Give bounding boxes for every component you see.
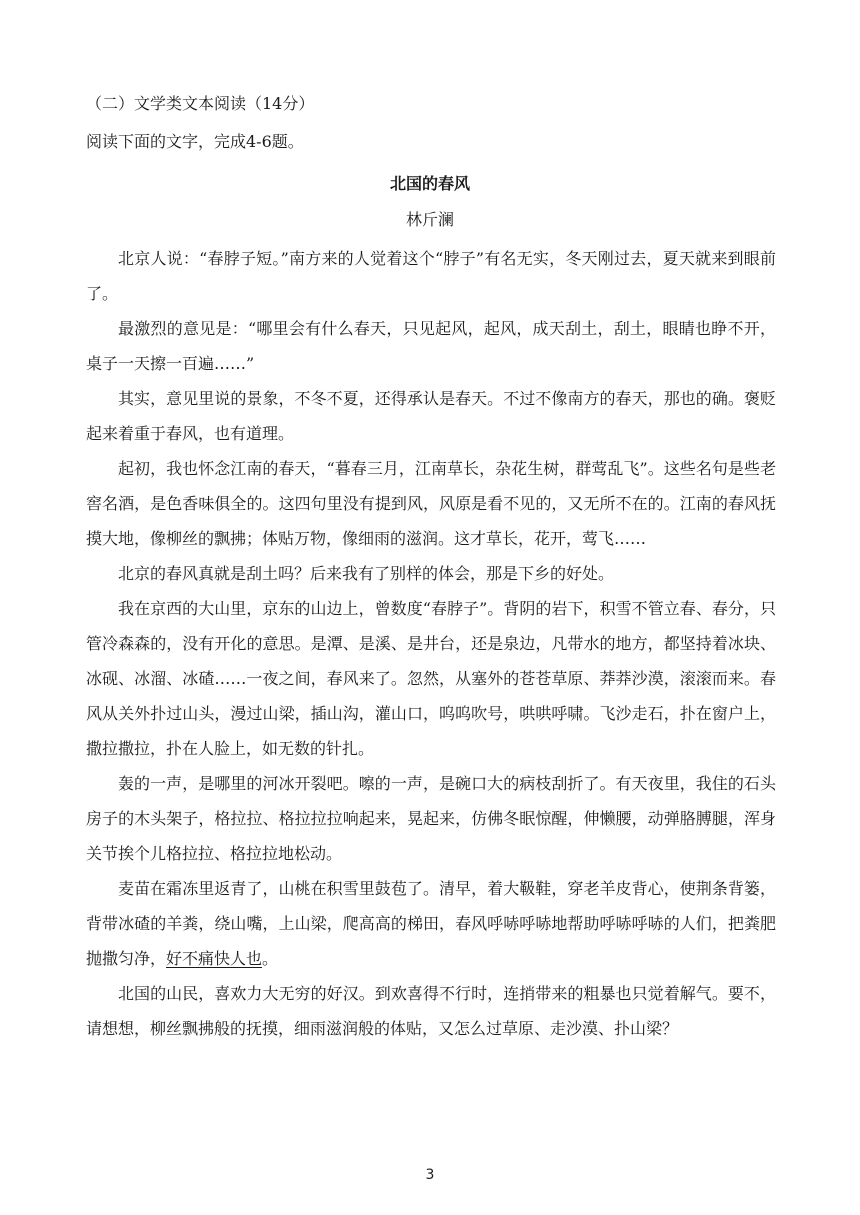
underlined-phrase: 好不痛快人也: [166, 949, 263, 968]
article-body: [86, 241, 776, 1046]
paragraph: 其实，意见里说的景象，不冬不夏，还得承认是春天。不过不像南方的春天，那也的确。褒贬起来着重于春风，也有道理。: [86, 389, 776, 443]
paragraph: 最激烈的意见是：“哪里会有什么春天，只见起风，起风，成天刮土，刮土，眼睛也睁不开，桌子一天擦一百遍……”: [86, 319, 776, 373]
paragraph: 北国的山民，喜欢力大无穷的好汉。到欢喜得不行时，连捎带来的粗暴也只觉着解气。要不，请想想，柳丝飘拂般的抚摸，细雨滋润般的体贴，又怎么过草原、走沙漠、扑山梁？: [86, 984, 776, 1038]
paragraph: 北京的春风真就是刮土吗？后来我有了别样的体会，那是下乡的好处。: [118, 564, 615, 583]
section-heading: （二）文学类文本阅读（14分）: [86, 94, 315, 113]
article-title: 北国的春风: [389, 174, 470, 193]
paragraph-text: 麦苗在霜冻里返青了，山桃在积雪里鼓苞了。清早，着大靸鞋，穿老羊皮背心，使荆条背篓，背带冰碴的羊粪，绕山嘴，上山梁，爬高高的梯田，春风呼哧呼哧地帮助呼哧呼哧的人们，把粪肥抛撒匀净，: [86, 879, 776, 968]
paragraph-text-end: 。: [262, 949, 279, 968]
paragraph: 轰的一声，是哪里的河冰开裂吧。嚓的一声，是碗口大的病枝刮折了。有天夜里，我住的石头房子的木头架子，格拉拉、格拉拉拉响起来，晃起来，仿佛冬眠惊醒，伸懒腰，动弹胳膊腿，浑身关节挨个儿格拉拉、格拉拉地松动。: [86, 774, 776, 863]
paragraph: 起初，我也怀念江南的春天，“暮春三月，江南草长，杂花生树，群莺乱飞”。这些名句是些老窖名酒，是色香味俱全的。这四句里没有提到风，风原是看不见的，又无所不在的。江南的春风抚摸大地，像柳丝的飘拂；体贴万物，像细雨的滋润。这才草长，花开，莺飞……: [86, 459, 776, 548]
paragraph: 北京人说：“春脖子短。”南方来的人觉着这个“脖子”有名无实，冬天刚过去，夏天就来到眼前了。: [86, 249, 776, 303]
reading-instruction: 阅读下面的文字，完成4-6题。: [86, 132, 304, 151]
paragraph-wheat: [86, 871, 776, 976]
paragraph: 我在京西的大山里，京东的山边上，曾数度“春脖子”。背阴的岩下，积雪不管立春、春分，只管冷森森的，没有开化的意思。是潭、是溪、是井台，还是泉边，凡带水的地方，都坚持着冰块、冰砚、冰溜、冰碴……一夜之间，春风来了。忽然，从塞外的苍苍草原、莽莽沙漠，滚滚而来。春风从关外扑过山头，漫过山梁，插山沟，灌山口，呜呜吹号，哄哄呼啸。飞沙走石，扑在窗户上，撒拉撒拉，扑在人脸上，如无数的针扎。: [86, 599, 776, 758]
page-number: 3: [425, 1167, 435, 1183]
article-author: 林斤澜: [405, 210, 454, 229]
